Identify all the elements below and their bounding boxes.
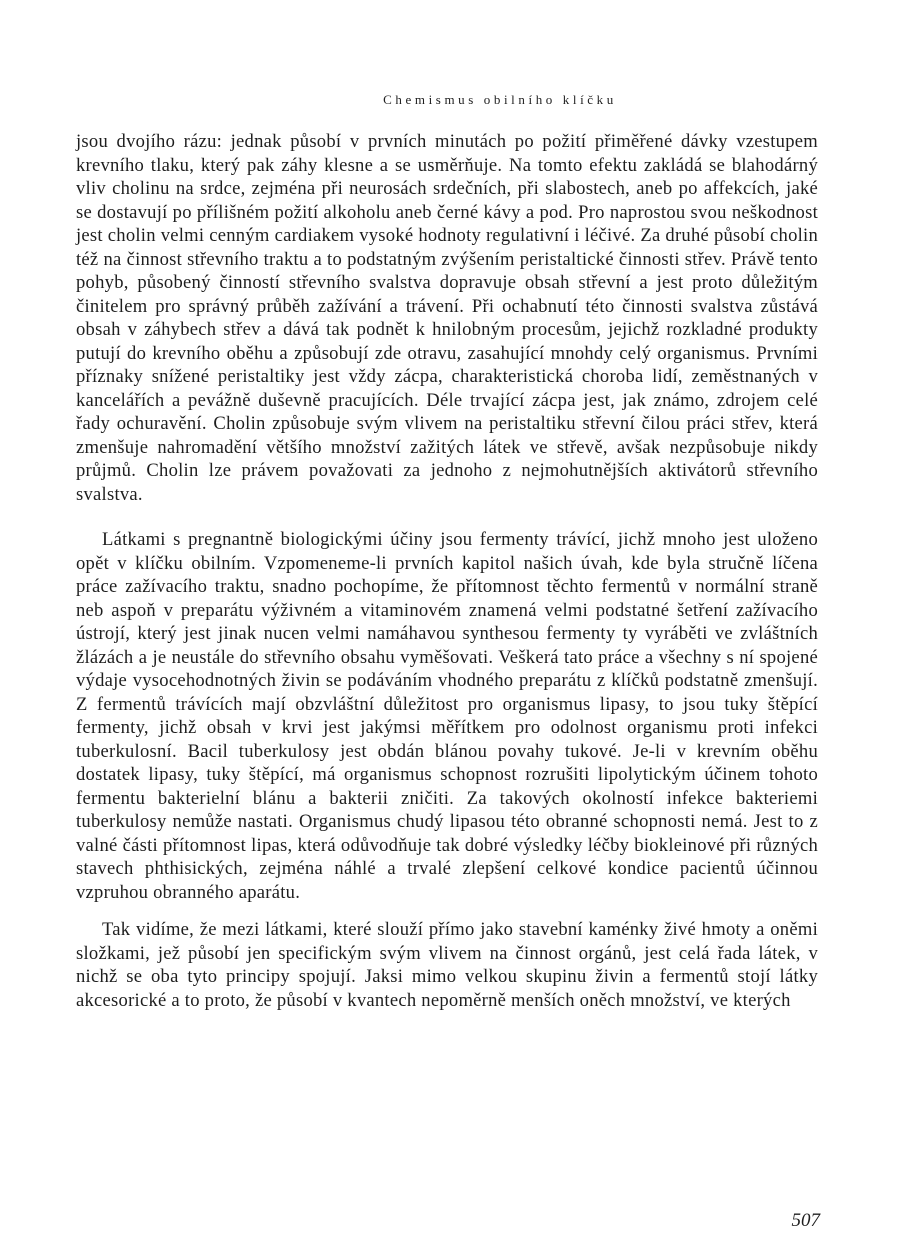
paragraph-2: Látkami s pregnantně biologickými účiny jsou fermenty trávící, jichž mnoho jest uloženo opět v klíčku obilním. Vzpomeneme-li prvních kapitol našich úvah, kde byla stručně líčena práce zažívacího traktu, snadno pochopíme, že přítomnost těchto fermentů v normální straně neb aspoň v preparátu výživném a vitaminovém znamená velmi podstatné šetření zažívacího ústrojí, který jest jinak nucen velmi namáhavou synthesou fermenty ty vyráběti ve zvláštních žlázách a je neustále do střevního obsahu vyměšovati. Veškerá tato práce a všechny s ní spojené výdaje vysocehodnotných živin se podáváním vhodného preparátu z klíčků podstatně zmenšují. Z fermentů trávících mají obzvláštní důležitost pro organismus lipasy, to jsou tuky štěpící fermenty, jichž obsah v krvi jest jakýmsi měřítkem pro odolnost organismu proti infekci tuberkulosní. Bacil tuberkulosy jest obdán blánou povahy tukové. Je-li v krevním oběhu dostatek lipasy, tuky štěpící, má organismus schopnost rozrušiti lipolytickým účinem tohoto fermentu bakterielní blánu a bakterii zničiti. Za takových okolností infekce bakteriemi tuberkulosy nemůže nastati. Organismus chudý lipasou této obranné schopnosti nemá. Jest to z valné části přítomnost lipas, která odůvodňuje tak dobré výsledky léčby biokleinové při různých stavech phthisických, zejména náhlé a trvalé zlepšení celkové kondice pacientů účinnou vzpruhou obranného aparátu. xyxy=(76,529,818,903)
paragraph-1: jsou dvojího rázu: jednak působí v prvních minutách po požití přiměřené dávky vzestupem krevního tlaku, který pak záhy klesne a se usměrňuje. Na tomto efektu zakládá se blahodárný vliv cholinu na srdce, zejména při neurosách srdečních, při slabostech, aneb po affekcích, jaké se dostavují po přílišném požití alkoholu aneb černé kávy a pod. Pro naprostou svou neškodnost jest cholin velmi cenným cardiakem vysoké hodnoty regulativní i léčivé. Za druhé působí cholin též na činnost střevního traktu a to podstatným zvýšením peristaltické činnosti střev. Právě tento pohyb, působený činností střevního svalstva dopravuje obsah střevní a jest proto důležitým činitelem pro správný průběh zažívání a trávení. Při ochabnutí této činnosti svalstva zůstává obsah v záhybech střev a dává tak podnět k hnilobným procesům, jejichž rozkladné produkty putují do krevního oběhu a způsobují zde otravu, zasahující mnohdy celý organismus. Prvními příznaky snížené peristaltiky jest vždy zácpa, charakteristická choroba lidí, zeměstnaných v kancelářích a pevážně duševně pracujících. Déle trvající zácpa jest, jak známo, zdrojem celé řady ochuravění. Cholin způsobuje svým vlivem na peristaltiku střevní čilou práci střev, která zmenšuje nahromadění většího množství zažitých látek ve střevě, avšak nezpůsobuje nikdy průjmů. Cholin lze právem považovati za jednoho z nejmohutnějších aktivátorů střevního svalstva. xyxy=(76,131,818,505)
paragraph-3: Tak vidíme, že mezi látkami, které slouží přímo jako stavební kaménky živé hmoty a oněmi složkami, jež působí jen specifickým svým vlivem na činnost orgánů, jest celá řada látek, v nichž se oba tyto principy spojují. Jaksi mimo velkou skupinu živin a fermentů stojí látky akcesorické a to proto, že působí v kvantech nepoměrně menších oněch množství, ve kterých xyxy=(76,919,818,1011)
running-header: Chemismus obilního klíčku xyxy=(383,92,617,107)
page-number: 507 xyxy=(791,1210,820,1231)
body-text xyxy=(76,130,818,1012)
